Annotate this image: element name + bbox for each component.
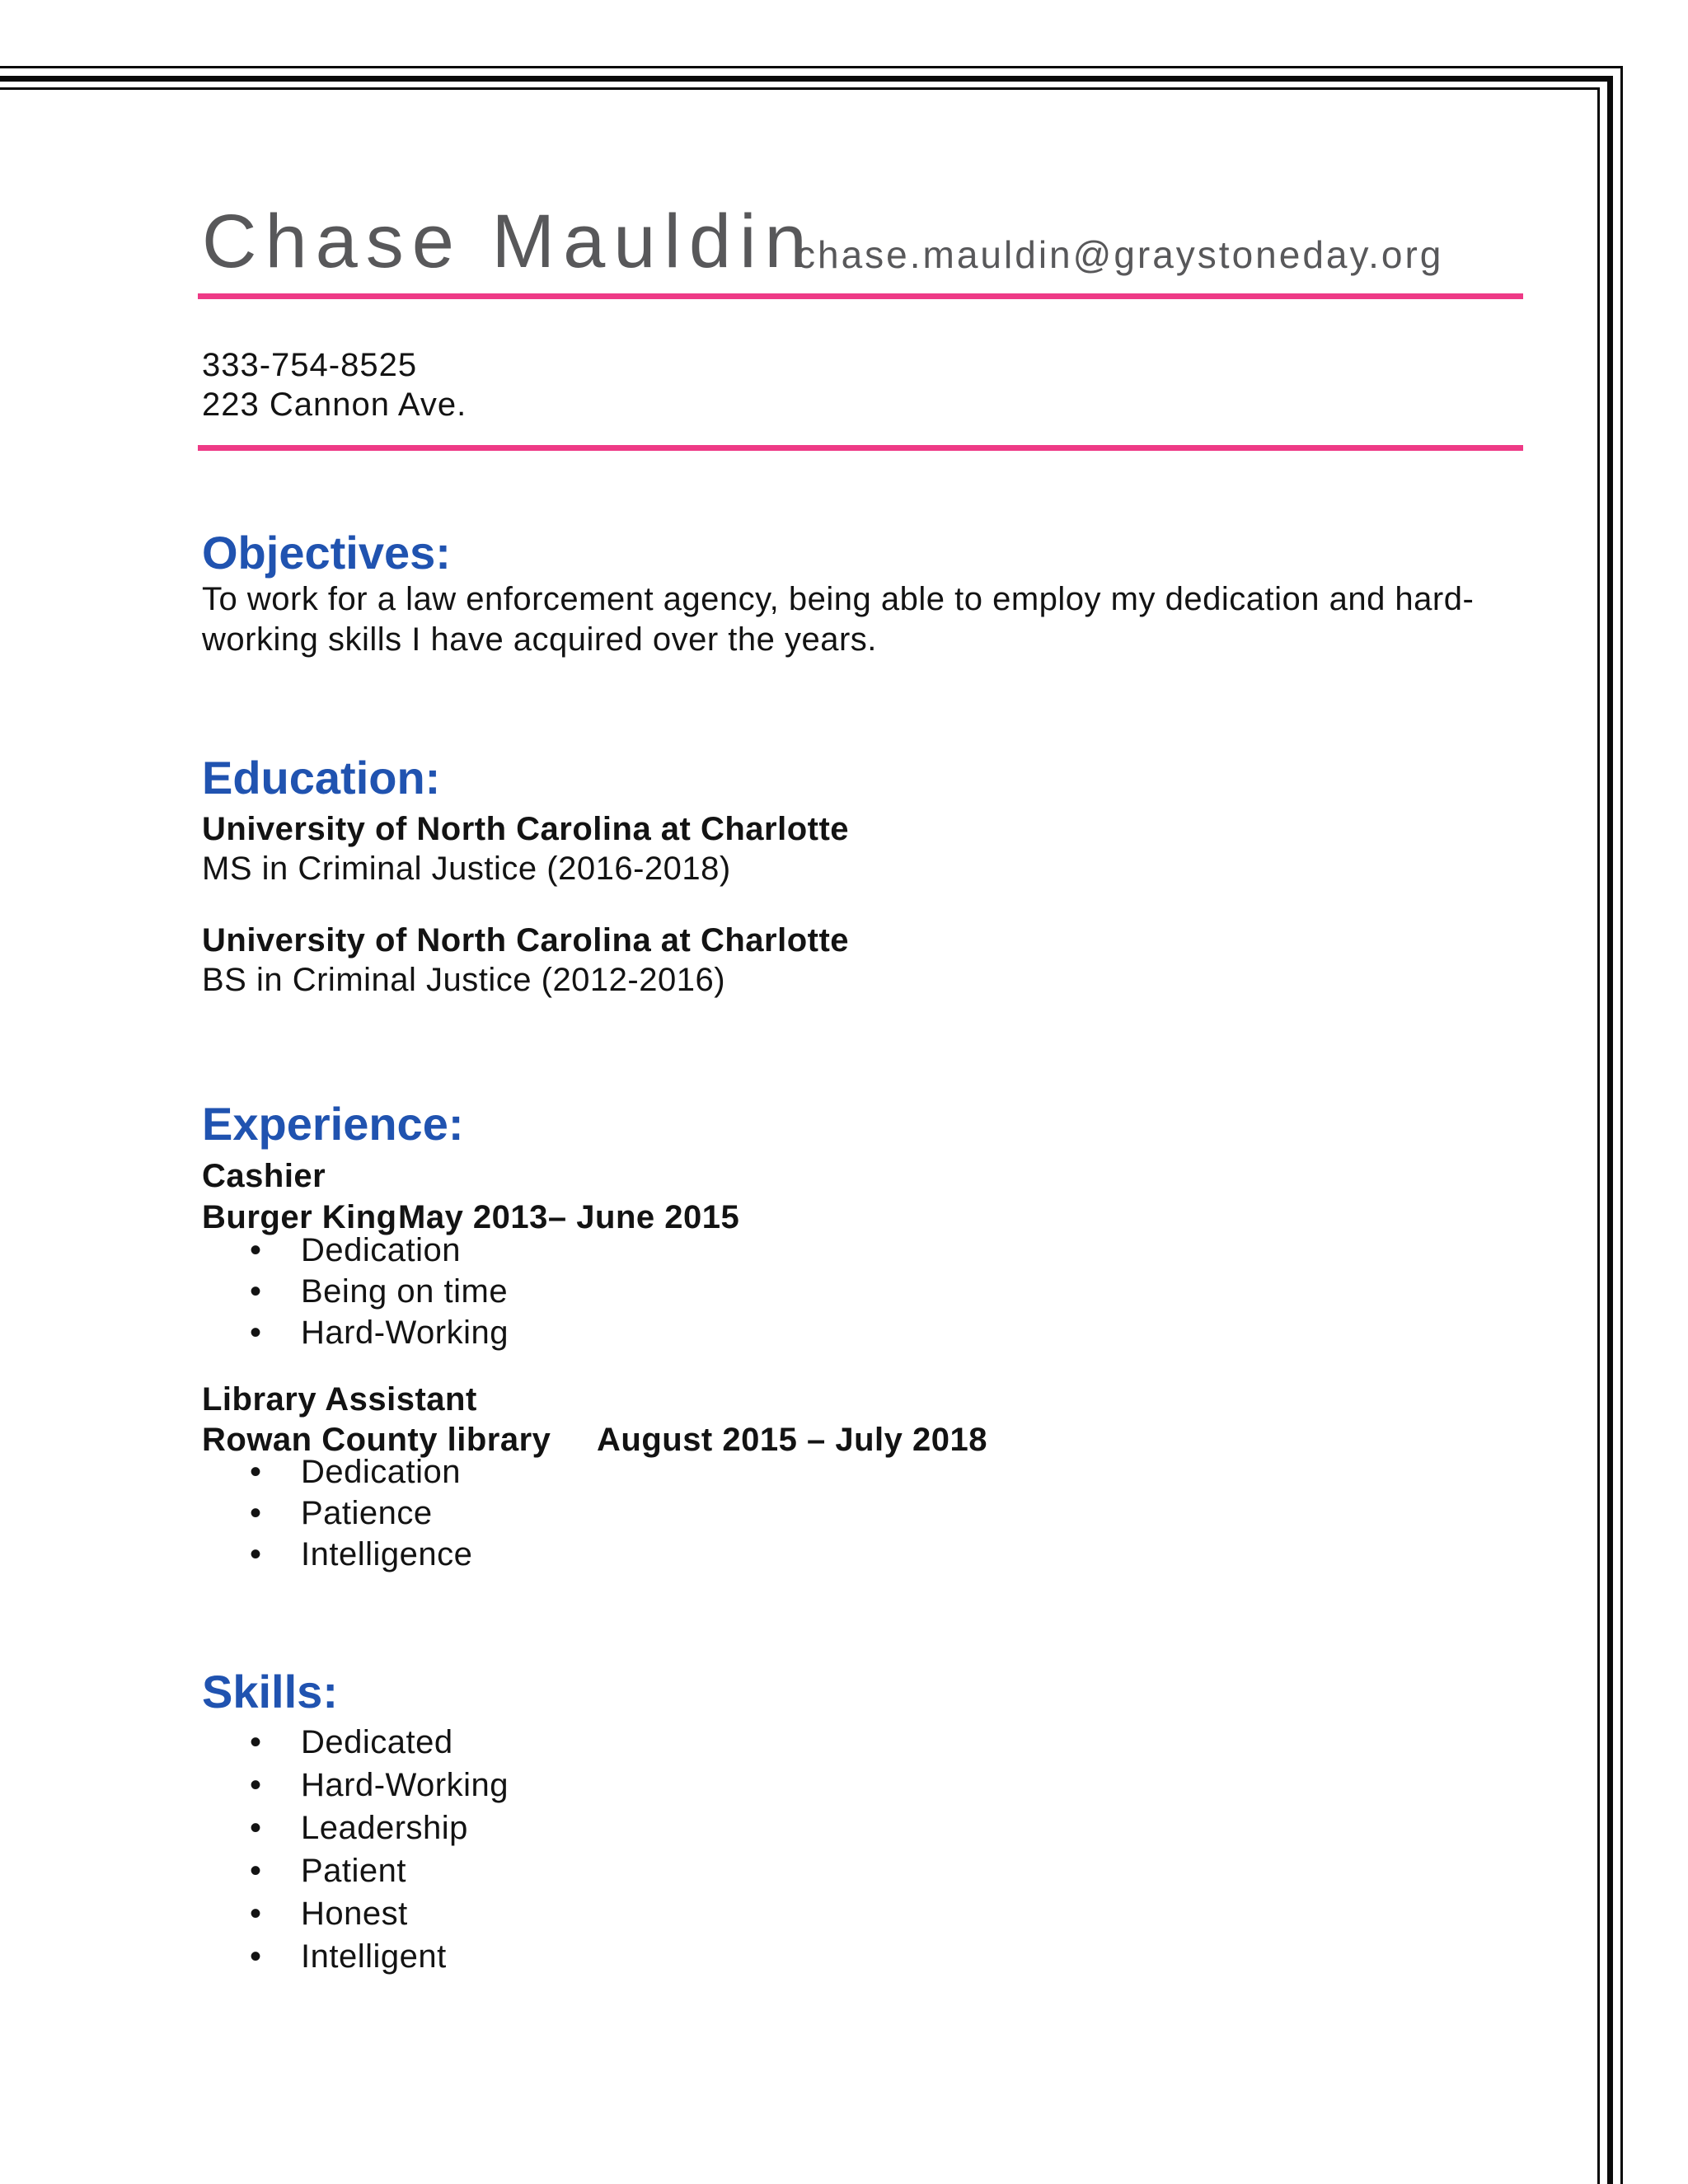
- job-title: Library Assistant: [202, 1381, 477, 1418]
- list-item: • Patience: [202, 1493, 472, 1534]
- education-heading: Education:: [202, 752, 441, 804]
- education-entry: [202, 809, 849, 888]
- skills-heading: Skills:: [202, 1666, 338, 1718]
- list-item: • Hard-Working: [202, 1764, 509, 1807]
- contact-block: [202, 345, 467, 424]
- phone-number: 333-754-8525: [202, 347, 418, 383]
- company-name: Burger King: [202, 1199, 397, 1235]
- objectives-line-1: To work for a law enforcement agency, being able to employ my dedication and hard-: [202, 581, 1475, 617]
- objectives-line-2: working skills I have acquired over the years.: [202, 621, 877, 658]
- list-item: • Hard-Working: [202, 1312, 509, 1353]
- school-name: University of North Carolina at Charlotte: [202, 811, 850, 847]
- job-title: Cashier: [202, 1158, 326, 1194]
- list-item: • Dedication: [202, 1451, 472, 1493]
- email-address: chase.mauldin@graystoneday.org: [796, 233, 1444, 276]
- experience-heading: Experience:: [202, 1098, 464, 1150]
- list-item: • Intelligence: [202, 1534, 472, 1575]
- pink-divider-top: [198, 293, 1523, 299]
- school-name: University of North Carolina at Charlotte: [202, 922, 850, 958]
- job-bullet-list: [202, 1230, 509, 1353]
- list-item: • Leadership: [202, 1807, 509, 1849]
- person-name: Chase Mauldin: [202, 199, 815, 284]
- education-entry: [202, 921, 849, 1000]
- job-dates: May 2013– June 2015: [398, 1199, 740, 1235]
- job-dates: August 2015 – July 2018: [597, 1422, 987, 1458]
- list-item: • Dedication: [202, 1230, 509, 1271]
- skills-list: [202, 1721, 509, 1978]
- street-address: 223 Cannon Ave.: [202, 387, 467, 423]
- objectives-text: [202, 579, 1474, 660]
- company-name: Rowan County library: [202, 1422, 551, 1458]
- degree-line: MS in Criminal Justice (2016-2018): [202, 851, 731, 887]
- job-bullet-list: [202, 1451, 472, 1575]
- pink-divider-bottom: [198, 445, 1523, 451]
- list-item: • Intelligent: [202, 1935, 509, 1978]
- list-item: • Honest: [202, 1892, 509, 1935]
- objectives-heading: Objectives:: [202, 527, 451, 579]
- list-item: • Being on time: [202, 1271, 509, 1312]
- list-item: • Dedicated: [202, 1721, 509, 1764]
- degree-line: BS in Criminal Justice (2012-2016): [202, 962, 726, 998]
- list-item: • Patient: [202, 1849, 509, 1892]
